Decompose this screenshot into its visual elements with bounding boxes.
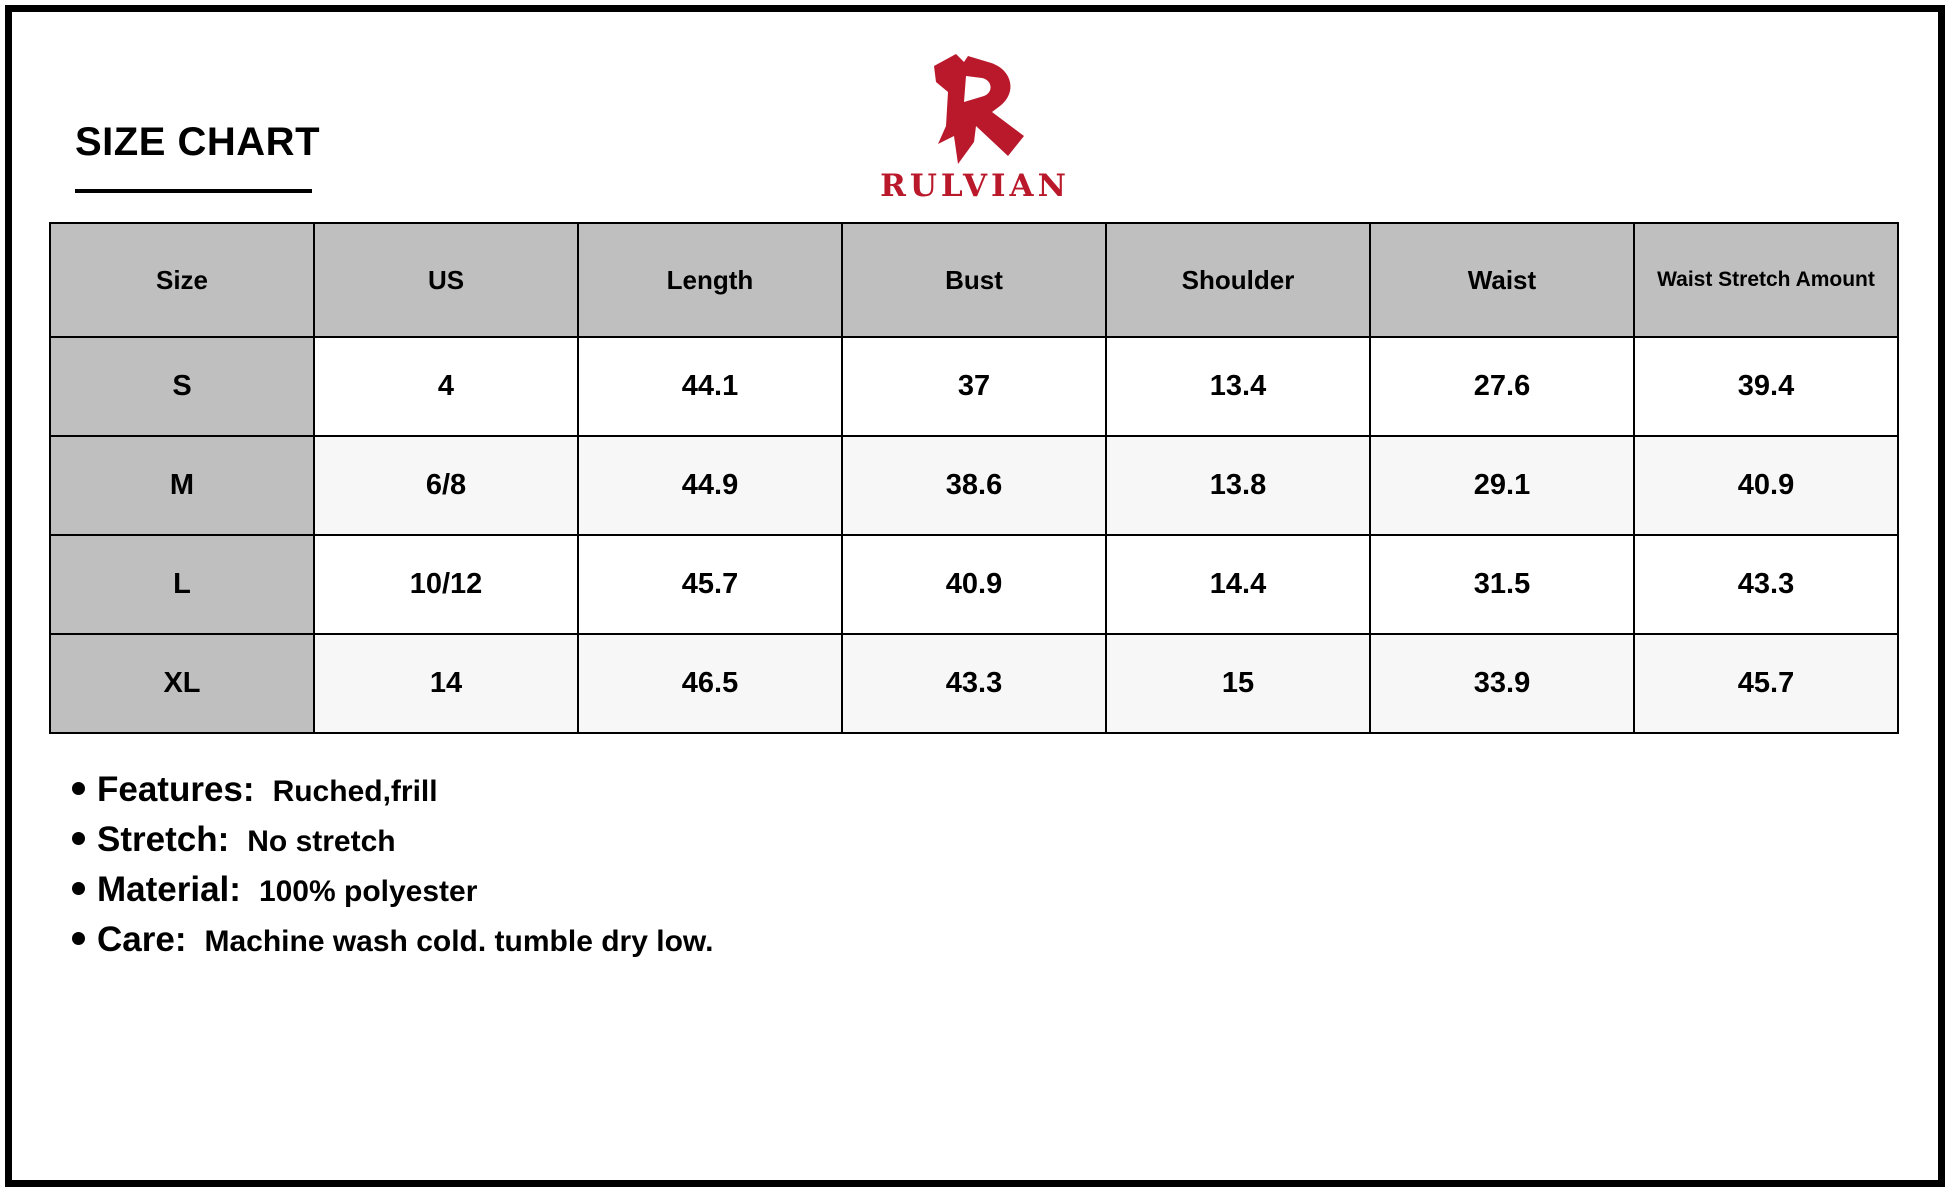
bullet-icon xyxy=(72,932,85,945)
feature-label: Stretch: xyxy=(97,820,230,859)
column-header-waist-stretch: Waist Stretch Amount xyxy=(1634,223,1898,337)
bullet-icon xyxy=(72,832,85,845)
table-cell: 37 xyxy=(842,337,1106,436)
feature-label: Care: xyxy=(97,920,187,959)
table-cell: 4 xyxy=(314,337,578,436)
size-table xyxy=(49,222,1899,734)
table-cell: M xyxy=(50,436,314,535)
table-cell: XL xyxy=(50,634,314,733)
brand-logo xyxy=(870,52,1080,207)
table-cell: 31.5 xyxy=(1370,535,1634,634)
table-cell: 13.8 xyxy=(1106,436,1370,535)
table-cell: 46.5 xyxy=(578,634,842,733)
table-row xyxy=(50,436,1898,535)
feature-value: 100% polyester xyxy=(258,875,478,908)
table-cell: 44.1 xyxy=(578,337,842,436)
column-header-size: Size xyxy=(50,223,314,337)
table-cell: 13.4 xyxy=(1106,337,1370,436)
table-row xyxy=(50,535,1898,634)
column-header-bust: Bust xyxy=(842,223,1106,337)
column-header-length: Length xyxy=(578,223,842,337)
table-cell: 40.9 xyxy=(842,535,1106,634)
feature-item xyxy=(72,920,713,970)
feature-value: Ruched,frill xyxy=(272,775,438,808)
table-cell: 45.7 xyxy=(1634,634,1898,733)
feature-item xyxy=(72,870,713,920)
table-cell: 15 xyxy=(1106,634,1370,733)
feature-label: Material: xyxy=(97,870,241,909)
feature-value: Machine wash cold. tumble dry low. xyxy=(204,925,714,958)
feature-value: No stretch xyxy=(247,825,396,858)
table-row xyxy=(50,337,1898,436)
table-cell: 29.1 xyxy=(1370,436,1634,535)
table-cell: 27.6 xyxy=(1370,337,1634,436)
column-header-waist: Waist xyxy=(1370,223,1634,337)
table-cell: 10/12 xyxy=(314,535,578,634)
feature-label: Features: xyxy=(97,770,255,809)
table-cell: 40.9 xyxy=(1634,436,1898,535)
table-cell: 6/8 xyxy=(314,436,578,535)
table-cell: 44.9 xyxy=(578,436,842,535)
table-cell: 38.6 xyxy=(842,436,1106,535)
page-title: SIZE CHART xyxy=(75,120,320,164)
bullet-icon xyxy=(72,782,85,795)
table-cell: 43.3 xyxy=(1634,535,1898,634)
table-cell: 14.4 xyxy=(1106,535,1370,634)
table-cell: S xyxy=(50,337,314,436)
title-underline xyxy=(75,189,312,193)
table-cell: 33.9 xyxy=(1370,634,1634,733)
brand-name: RULVIAN xyxy=(880,168,1070,204)
letter-r-logo-icon xyxy=(928,52,1028,164)
feature-item xyxy=(72,770,713,820)
bullet-icon xyxy=(72,882,85,895)
feature-item xyxy=(72,820,713,870)
table-cell: 14 xyxy=(314,634,578,733)
table-cell: L xyxy=(50,535,314,634)
table-row xyxy=(50,634,1898,733)
table-cell: 39.4 xyxy=(1634,337,1898,436)
product-features-list xyxy=(72,770,713,970)
column-header-shoulder: Shoulder xyxy=(1106,223,1370,337)
column-header-us: US xyxy=(314,223,578,337)
table-cell: 43.3 xyxy=(842,634,1106,733)
table-header-row xyxy=(50,223,1898,337)
table-cell: 45.7 xyxy=(578,535,842,634)
